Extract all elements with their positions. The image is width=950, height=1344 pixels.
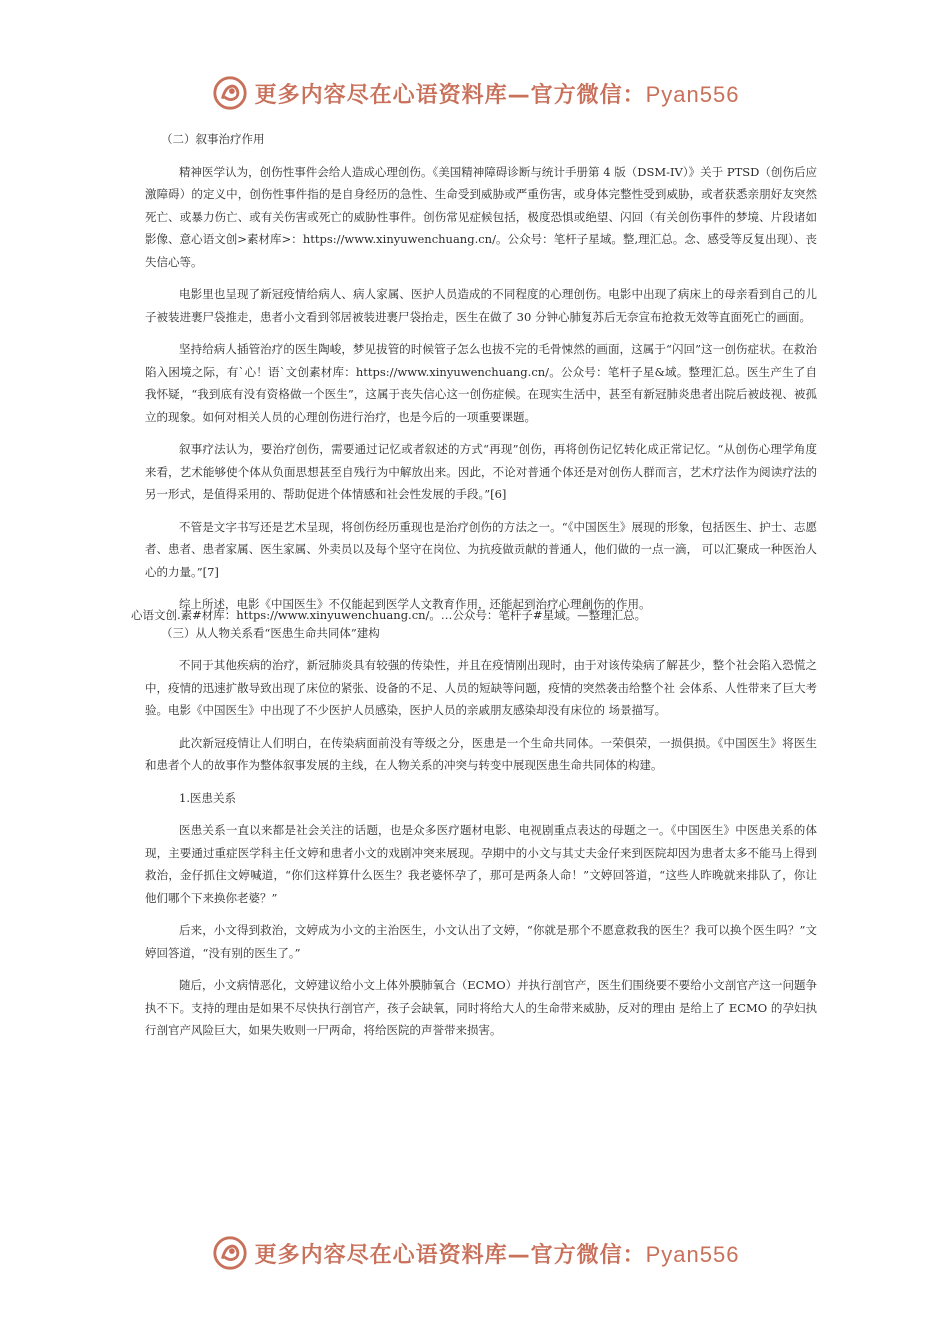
banner-text <box>255 78 740 109</box>
section-title-3: （三）从人物关系看“医患生命共同体”建构 <box>161 625 380 640</box>
paragraph-5: 不管是文字书写还是艺术呈现，将创伤经历重现也是治疗创伤的方法之一。“《中国医生》展现的形象，包括医生、护士、志愿者、患者、患者家属、医生家属、外卖员以及每个坚守在岗位、为抗疫做贡献的普通人，他们做的一点一滴， 可以汇聚成一种医治人心的力量。”[7] <box>145 519 817 579</box>
footer-banner <box>0 1233 950 1273</box>
banner-cn: 更多内容尽在心语资料库—官方微信： <box>254 82 646 108</box>
banner-id: Pyan556 <box>645 1241 740 1267</box>
banner-text <box>255 1238 740 1269</box>
paragraph-11: 随后，小文病情恶化，文婷建议给小文上体外膜肺氧合（ECMO）并执行剖官产，医生们围绕要不要给小文剖官产这一问题争执不下。支持的理由是如果不尽快执行剖官产，孩子会缺氧，同时将给大人的生命带来威胁，反对的理由 是给上了 ECMO 的孕妇执行剖官产风险巨大，如果失败则一尸两命，将给医院的声誉带来损害。 <box>145 978 817 1037</box>
header-banner <box>0 73 950 113</box>
subsection-title-1: 1.医患关系 <box>179 790 236 805</box>
watermark-line: 心语文创.素#材库：https://www.xinyuwenchuang.cn/。…公众号：笔杆子#星域。—整理汇总。 <box>131 607 647 622</box>
paragraph-8: 此次新冠疫情让人们明白，在传染病面前没有等级之分，医患是一个生命共同体。一荣俱荣，一损俱损。《中国医生》将医生和患者个人的故事作为整体叙事发展的主线，在人物关系的冲突与转变中展现医患生命共同体的构建。 <box>145 735 817 772</box>
logo-icon <box>211 1234 249 1272</box>
paragraph-6: 综上所述，电影《中国医生》不仅能起到医学人文教育作用，还能起到治疗心理創伤的作用。 <box>179 597 651 611</box>
paragraph-9: 医患关系一直以来都是社会关注的话题，也是众多医疗题材电影、电视剧重点表达的母题之一。《中国医生》中医患关系的体现，主要通过重症医学科主任文婷和患者小文的戏剧冲突来展现。孕期中的小文与其丈夫金仔来到医院却因为患者太多不能马上得到救治，金仔抓住文婷喊道，“你们这样算什么医生？我老婆怀孕了，那可是两条人命！”文婷回答道，“这些人昨晚就来排队了，你让他们哪个下来换你老婆？” <box>145 823 817 905</box>
logo-icon <box>211 74 249 112</box>
section-title-2: （二）叙事治疗作用 <box>161 132 265 146</box>
paragraph-10: 后来，小文得到救治，文婷成为小文的主治医生，小文认出了文婷，“你就是那个不愿意救我的医生？我可以换个医生吗？”文婷回答道，“没有别的医生了。” <box>145 923 817 960</box>
document-body <box>131 128 817 1052</box>
paragraph-1: 精神医学认为，创伤性事件会给人造成心理创伤。《美国精神障碍诊断与统计手册第 4 版（DSM-IV）》关于 PTSD（创伤后应激障碍）的定义中，创伤性事件指的是自身经历的急性、生命受到威胁或严重伤害，或身体完整性受到威胁，或者获悉亲朋好友突然死亡、或暴力伤亡、或有关伤害或死亡的威胁性事件。创伤常见症候包括，极度恐惧或绝望、闪回（有关创伤事件的梦境、片段诸如影像、意心语文创>素材库>：https://www.xinyuwenchuang.cn/。公众号：笔杆子星域。整,理汇总。念、感受等反复出现）、丧失信心等。 <box>145 164 817 269</box>
banner-id: Pyan556 <box>645 81 740 107</box>
banner-cn: 更多内容尽在心语资料库—官方微信： <box>254 1242 646 1268</box>
paragraph-2: 电影里也呈现了新冠疫情给病人、病人家属、医护人员造成的不同程度的心理创伤。电影中出现了病床上的母亲看到自己的儿子被装进裹尸袋推走，患者小文看到邻居被装进裹尸袋抬走，医生在做了 30 分钟心肺复苏后无奈宣布抢救无效等直面死亡的画面。 <box>145 287 817 324</box>
paragraph-7: 不同于其他疾病的治疗，新冠肺炎具有较强的传染性，并且在疫情刚出现时，由于对该传染病了解甚少，整个社会陷入恐慌之中，疫情的迅速扩散导致出现了床位的紧张、设备的不足、人员的短缺等问题，疫情的突然袭击给整个社 会体系、人性带来了巨大考验。电影《中国医生》中出现了不少医护人员感染，医护人员的亲戚朋友感染却没有床位的 场景描写。 <box>145 658 817 717</box>
paragraph-4: 叙事疗法认为，要治疗创伤，需要通过记忆或者叙述的方式“再现”创伤，再将创伤记忆转化成正常记忆。“从创伤心理学角度来看，艺术能够使个体从负面思想甚至自残行为中解放出来。因此，不论对普通个体还是对创伤人群而言，艺术疗法作为阅读疗法的另一形式，是值得采用的、帮助促进个体情感和社会性发展的手段。”[6] <box>145 442 817 501</box>
paragraph-3: 坚持给病人插管治疗的医生陶峻，梦见拔管的时候管子怎么也拔不完的毛骨悚然的画面，这属于“闪回”这一创伤症状。在救治陷入困境之际，有`心！语`文创素材库：https://www.xinyuwenchuang.cn/。公众号：笔杆子星&域。整理汇总。医生产生了自我怀疑，“我到底有没有资格做一个医生”，这属于丧失信心这一创伤症候。在现实生活中，甚至有新冠肺炎患者出院后被歧视、被孤立的现象。如何对相关人员的心理创伤进行治疗，也是今后的一项重要课题。 <box>145 342 817 424</box>
